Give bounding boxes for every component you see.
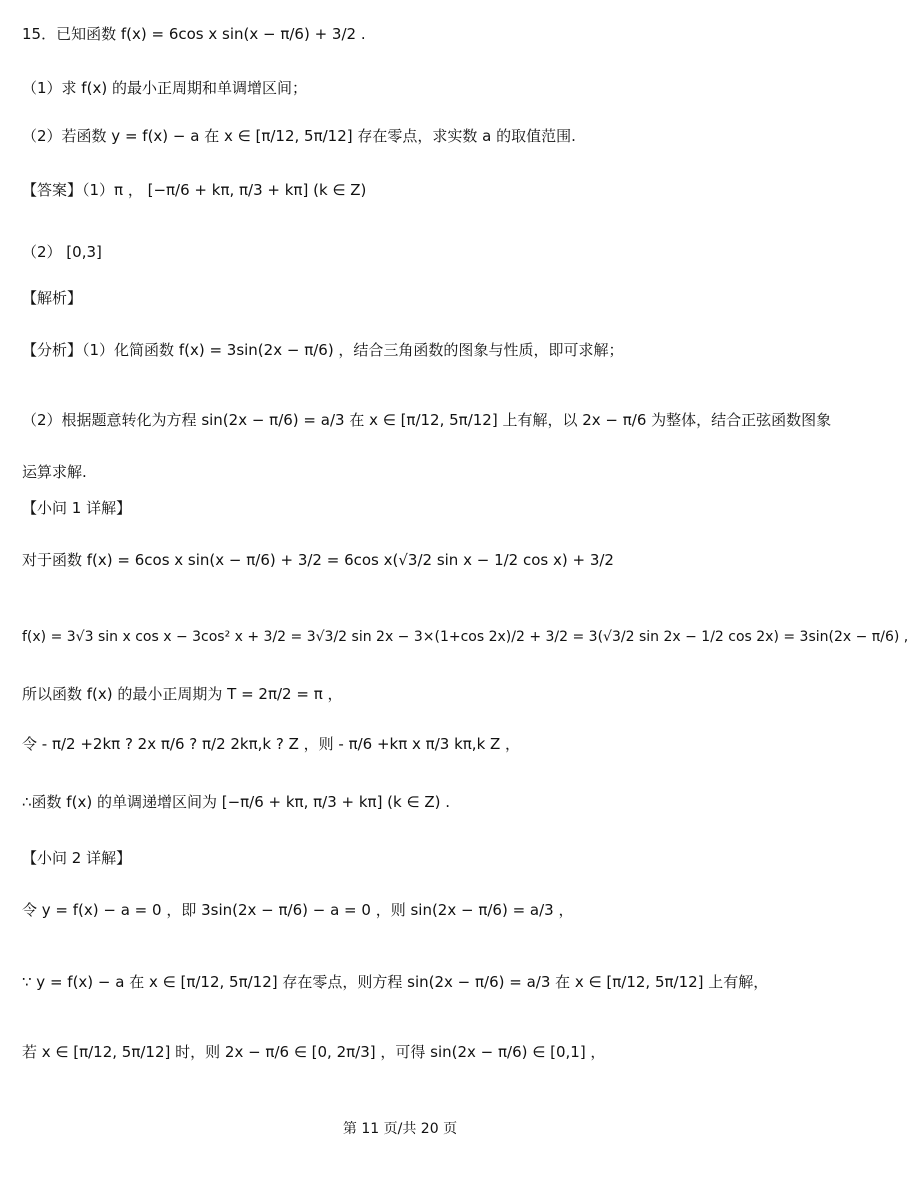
analysis-heading: 【解析】 — [22, 289, 83, 307]
analysis-part-2-cont: 运算求解. — [22, 463, 87, 481]
solution-1-conclusion: ∴函数 f(x) 的单调递增区间为 [−π/6 + kπ, π/3 + kπ] (k ∈ Z) . — [22, 793, 450, 811]
solution-1-step-2: f(x) = 3√3 sin x cos x − 3cos² x + 3/2 = 3√3/2 sin 2x − 3×(1+cos 2x)/2 + 3/2 = 3(√3/2 sin 2x − 1/2 cos 2x) = 3sin(2x − π/6) , — [22, 629, 908, 645]
answer-line-1: 【答案】（1）π ， [−π/6 + kπ, π/3 + kπ] (k ∈ Z) — [22, 181, 367, 199]
analysis-part-1: 【分析】（1）化简函数 f(x) = 3sin(2x − π/6) ，结合三角函数的图象与性质，即可求解； — [22, 341, 624, 359]
question-title: 15．已知函数 f(x) = 6cos x sin(x − π/6) + 3/2 . — [22, 25, 366, 43]
question-part-1: （1）求 f(x) 的最小正周期和单调增区间； — [22, 79, 307, 97]
page-footer: 第 11 页/共 20 页 — [342, 1121, 458, 1137]
solution-2-step-1: 令 y = f(x) − a = 0 ，即 3sin(2x − π/6) − a = 0 ，则 sin(2x − π/6) = a/3 ， — [22, 901, 574, 919]
solution-1-step-1: 对于函数 f(x) = 6cos x sin(x − π/6) + 3/2 = 6cos x(√3/2 sin x − 1/2 cos x) + 3/2 — [22, 551, 614, 569]
solution-1-inequality: 令 - π/2 +2kπ ? 2x π/6 ? π/2 2kπ,k ? Z ，则 - π/6 +kπ x π/3 kπ,k Z ， — [22, 735, 521, 753]
solution-1-period: 所以函数 f(x) 的最小正周期为 T = 2π/2 = π ， — [22, 685, 343, 703]
answer-line-2: （2） [0,3] — [22, 243, 102, 261]
solution-2-step-2: ∵ y = f(x) − a 在 x ∈ [π/12, 5π/12] 存在零点，则方程 sin(2x − π/6) = a/3 在 x ∈ [π/12, 5π/12] 上有解， — [22, 973, 769, 991]
question-part-2: （2）若函数 y = f(x) − a 在 x ∈ [π/12, 5π/12] 存在零点，求实数 a 的取值范围. — [22, 127, 576, 145]
solution-2-step-3: 若 x ∈ [π/12, 5π/12] 时，则 2x − π/6 ∈ [0, 2π/3] ，可得 sin(2x − π/6) ∈ [0,1] ， — [22, 1043, 606, 1061]
analysis-part-2: （2）根据题意转化为方程 sin(2x − π/6) = a/3 在 x ∈ [π/12, 5π/12] 上有解，以 2x − π/6 为整体，结合正弦函数图象 — [22, 411, 832, 429]
solution-1-heading: 【小问 1 详解】 — [22, 499, 132, 517]
solution-2-heading: 【小问 2 详解】 — [22, 849, 132, 867]
